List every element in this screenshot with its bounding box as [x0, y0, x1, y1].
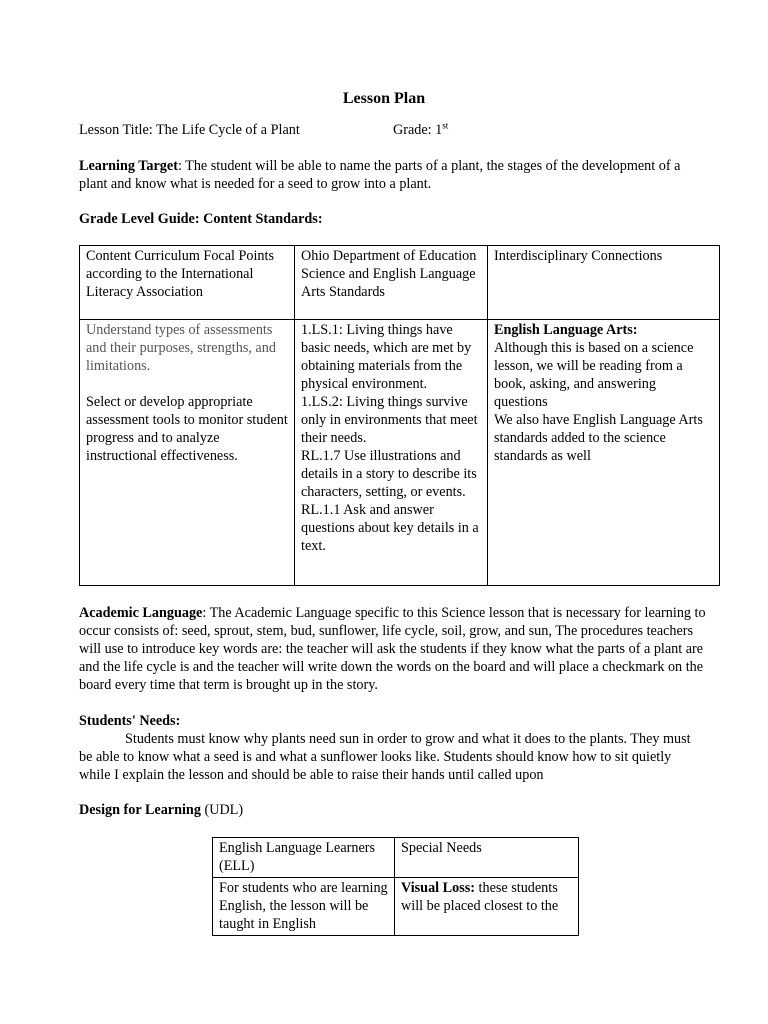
table-header-cell: English Language Learners (ELL)	[213, 838, 395, 878]
table-cell-focal-points	[80, 320, 295, 586]
standard-item: RL.1.1 Ask and answer questions about key details in a text.	[301, 502, 479, 554]
standard-item: RL.1.7 Use illustrations and details in a story to describe its characters, setting, or events.	[301, 448, 477, 500]
table-header-cell: Special Needs	[395, 838, 579, 878]
special-needs-cell	[395, 878, 579, 936]
learning-target	[79, 157, 704, 193]
ela-line: Although this is based on a science lesson, we will be reading from a book, asking, and answering questions	[494, 340, 694, 410]
grade-label: Grade: 1	[393, 122, 443, 138]
students-needs-text: Students must know why plants need sun in order to grow and what it does to the plants. They must be able to know what a seed is and what a sunflower looks like. Students should know how to sit quietly while I explain the lesson and should be able to raise their hands until called upon	[79, 731, 691, 783]
table-cell-interdisciplinary	[488, 320, 720, 586]
academic-language-text: : The Academic Language specific to this Science lesson that is necessary for learning to occur consists of: seed, sprout, stem, bud, sunflower, life cycle, soil, grow, and sun, The procedures teachers will use to introduce key words are: the teacher will ask the students if they know what the parts of a plant are and the life cycle is and the teacher will write down the words on the board and will place a checkmark on the board every time that term is brought up in the story.	[79, 605, 706, 693]
focal-point-text: Select or develop appropriate assessment tools to monitor student progress and to analyze instructional effectiveness.	[86, 394, 288, 464]
ell-cell: For students who are learning English, the lesson will be taught in English	[213, 878, 395, 936]
lesson-header	[79, 121, 709, 139]
standard-item: 1.LS.2: Living things survive only in environments that meet their needs.	[301, 394, 478, 446]
learning-target-text: : The student will be able to name the parts of a plant, the stages of the development of a plant and know what is needed for a seed to grow into a plant.	[79, 158, 681, 192]
grade-sup: st	[442, 120, 449, 131]
grade	[393, 121, 448, 139]
ela-line: We also have English Language Arts standards added to the science standards as well	[494, 412, 703, 464]
table-header-cell: Content Curriculum Focal Points according to the International Literacy Association	[80, 246, 295, 320]
design-for-learning-suffix: (UDL)	[200, 802, 244, 818]
page-title: Lesson Plan	[342, 90, 426, 107]
academic-language	[79, 604, 709, 694]
table-row	[80, 246, 720, 320]
table-row	[213, 878, 579, 936]
design-for-learning	[79, 801, 709, 819]
lesson-title: Lesson Title: The Life Cycle of a Plant	[79, 122, 300, 138]
table-row	[213, 838, 579, 878]
design-for-learning-label: Design for Learning	[79, 802, 201, 818]
grade-level-guide-heading: Grade Level Guide: Content Standards:	[79, 211, 323, 227]
focal-point-gray: Understand types of assessments and their purposes, strengths, and limitations.	[86, 322, 276, 374]
learning-target-label: Learning Target	[79, 158, 178, 174]
standards-table	[79, 245, 720, 586]
students-needs-label: Students' Needs:	[79, 713, 181, 729]
table-cell-ohio-standards	[295, 320, 488, 586]
visual-loss-text: these students will be placed closest to the	[401, 880, 559, 914]
visual-loss-label: Visual Loss:	[401, 880, 475, 896]
table-row	[80, 320, 720, 586]
academic-language-label: Academic Language	[79, 605, 203, 621]
table-header-cell: Ohio Department of Education Science and English Language Arts Standards	[295, 246, 488, 320]
standard-item: 1.LS.1: Living things have basic needs, which are met by obtaining materials from the physical environment.	[301, 322, 472, 392]
table-header-cell: Interdisciplinary Connections	[488, 246, 720, 320]
ela-heading: English Language Arts:	[494, 322, 638, 338]
udl-table	[212, 837, 579, 936]
